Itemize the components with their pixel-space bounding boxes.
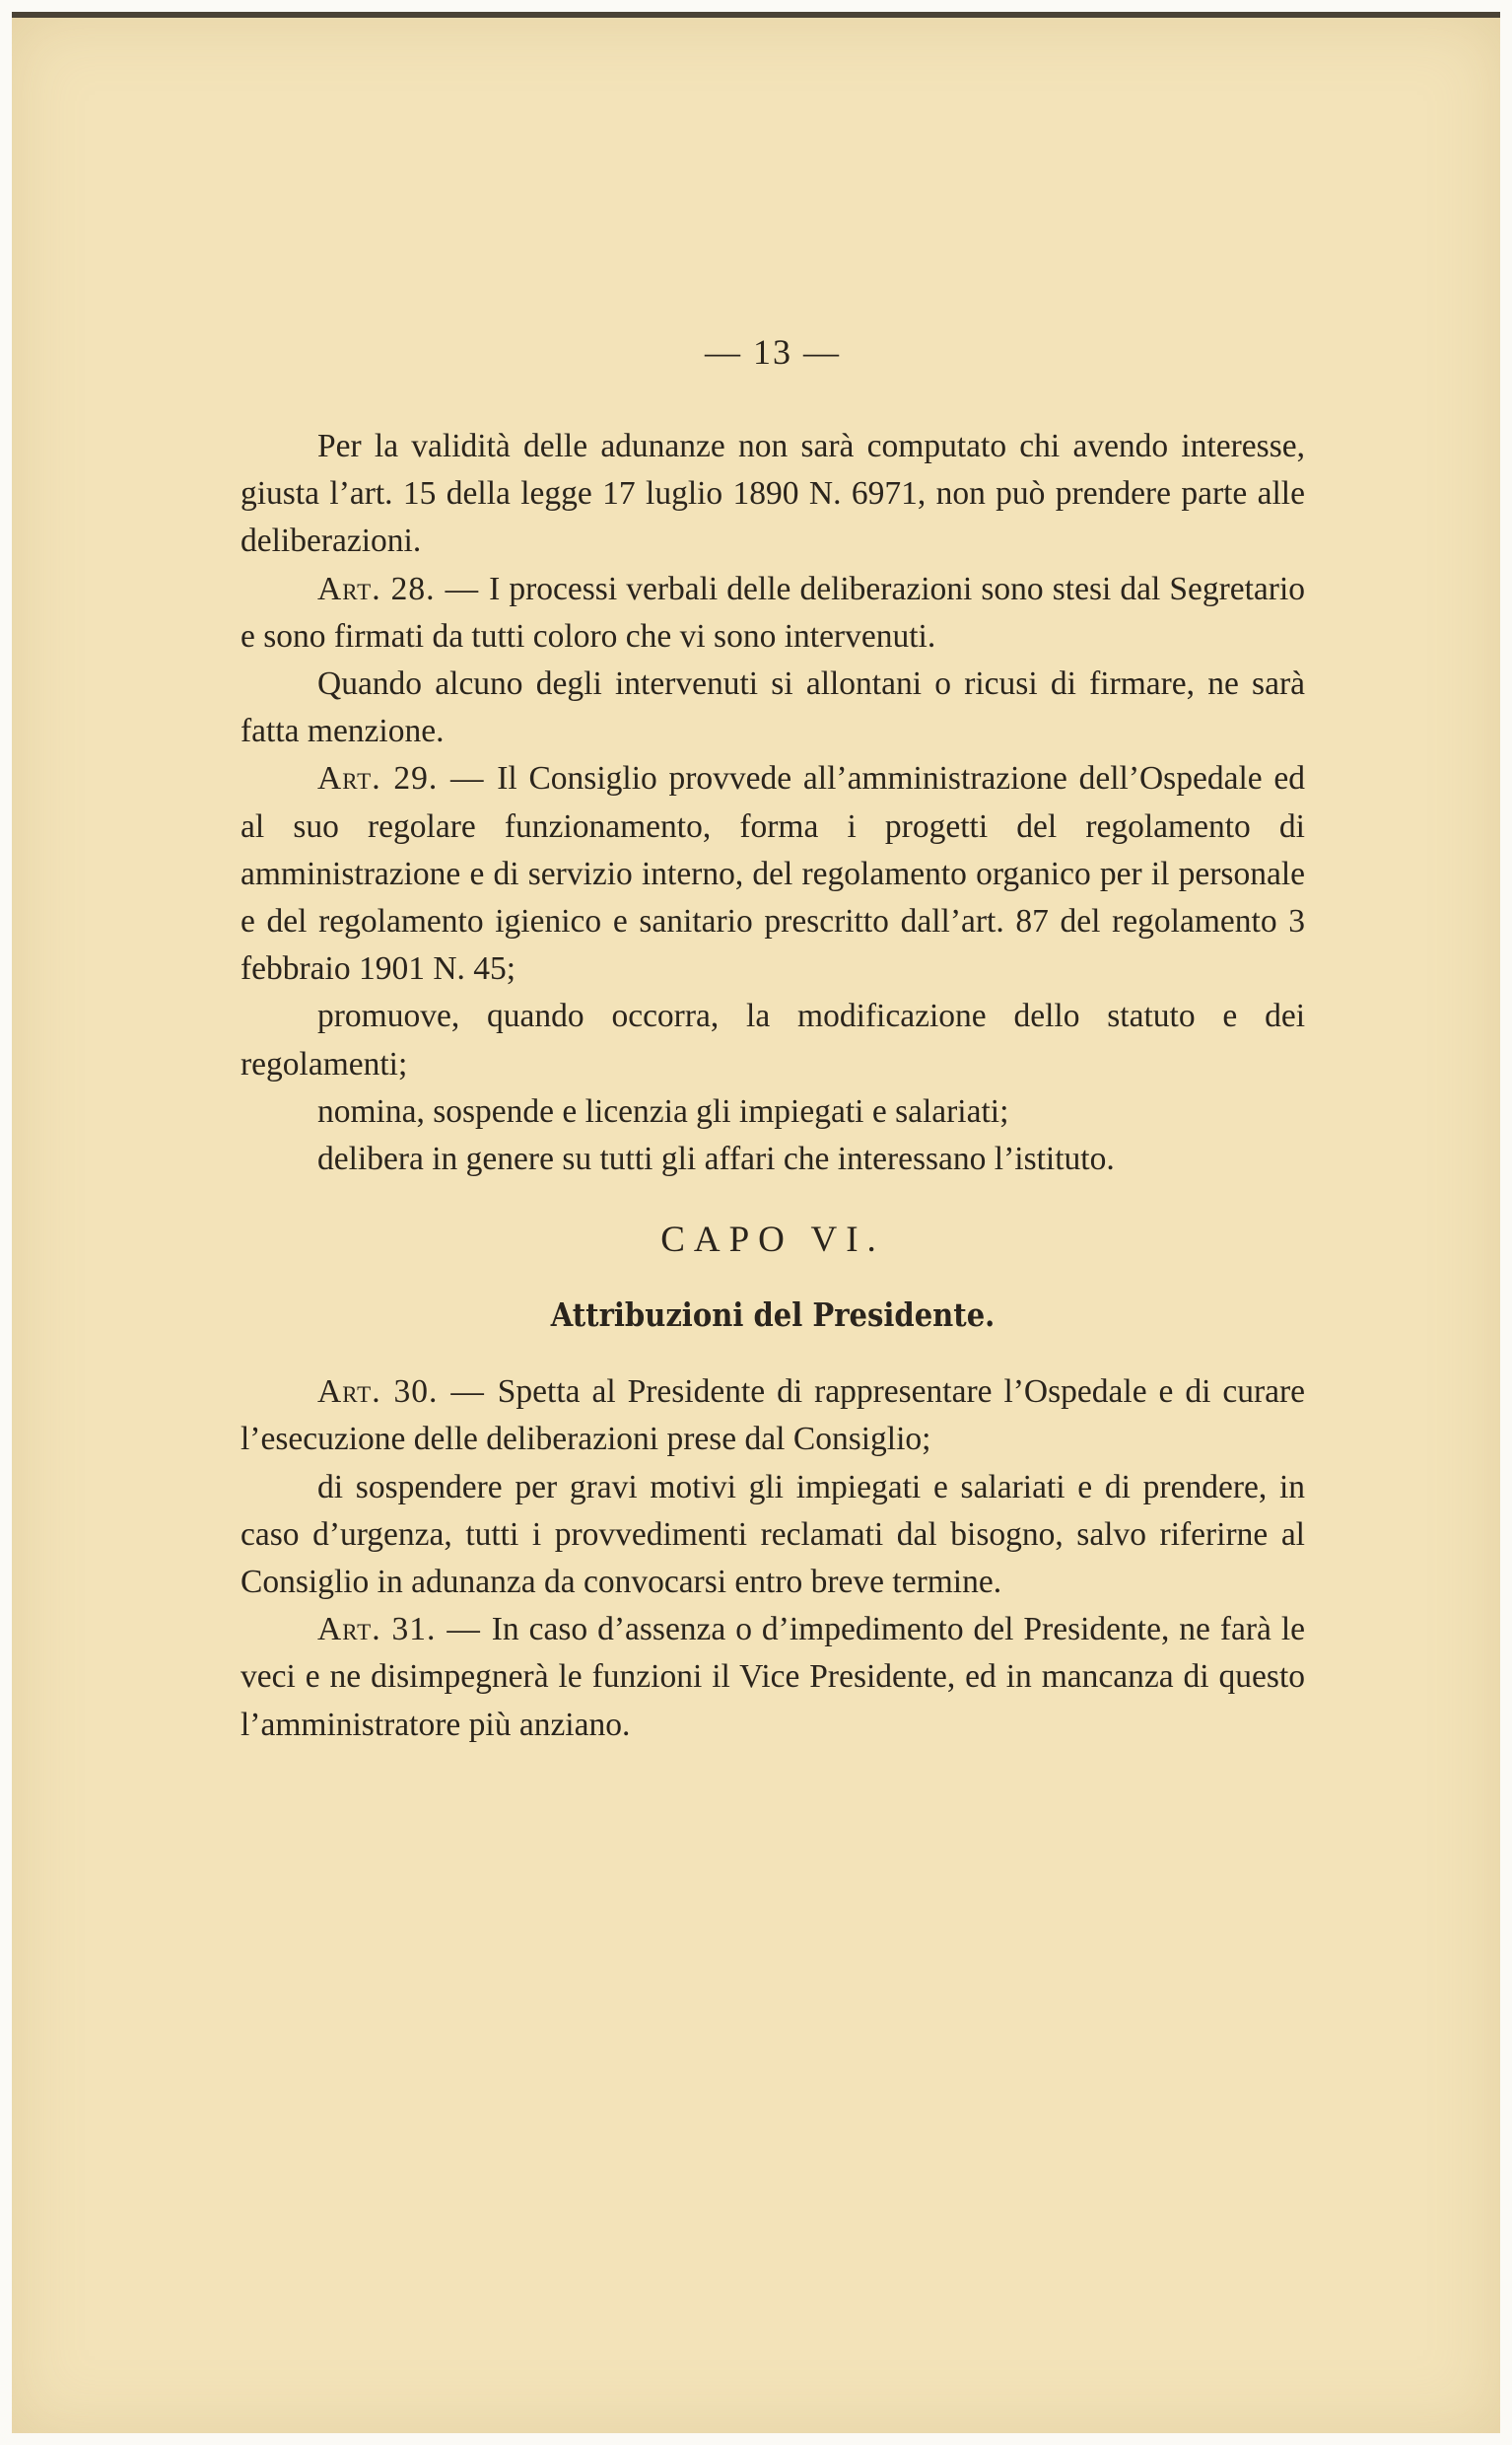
chapter-title: Attribuzioni del Presidente. <box>550 1295 996 1335</box>
article-label: Art. 29. — <box>317 760 498 798</box>
paragraph <box>241 1464 1305 1607</box>
paragraph <box>241 993 1305 1087</box>
paragraph-text: Spetta al Presidente di rappresentare l’Ospedale e di curare l’esecuzione delle deliberazioni prese dal Consiglio; <box>241 1373 1305 1458</box>
article-label: Art. 31. — <box>317 1611 492 1648</box>
paragraph-text: promuove, quando occorra, la modificazione dello statuto e dei regolamenti; <box>241 998 1305 1083</box>
paragraph <box>241 1606 1305 1749</box>
article-label: Art. 30. — <box>317 1373 498 1411</box>
section-before <box>241 423 1305 1183</box>
paragraph-text: In caso d’assenza o d’impedimento del Presidente, ne farà le veci e ne disimpegnerà le funzioni il Vice Presidente, ed in mancanza di questo l’amministratore più anziano. <box>241 1611 1305 1743</box>
paragraph-text: Per la validità delle adunanze non sarà computato chi avendo interesse, giusta l’art. 15 della legge 17 luglio 1890 N. 6971, non può prendere parte alle deliberazioni. <box>241 428 1305 560</box>
paragraph <box>241 755 1305 993</box>
paragraph-text: Il Consiglio provvede all’amministrazione dell’Ospedale ed al suo regolare funzionamento, forma i progetti del regolamento di amministrazione e di servizio interno, del regolamento organico per il personale e del regolamento igienico e sanitario prescritto dall’art. 87 del regolamento 3 febbraio 1901 N. 45; <box>241 760 1305 988</box>
paragraph-text: delibera in genere su tutti gli affari che interessano l’istituto. <box>317 1141 1115 1178</box>
paragraph-text: I processi verbali delle deliberazioni sono stesi dal Segretario e sono firmati da tutti coloro che vi sono intervenuti. <box>241 570 1306 655</box>
paragraph-text: di sospendere per gravi motivi gli impiegati e salariati e di prendere, in caso d’urgenza, tutti i provvedimenti reclamati dal bisogno, salvo riferirne al Consiglio in adunanza da convocarsi entro breve termine. <box>241 1468 1305 1601</box>
document-page <box>12 12 1500 2433</box>
paragraph-text: nomina, sospende e licenzia gli impiegati e salariati; <box>317 1092 1009 1130</box>
article-label: Art. 28. — <box>317 570 490 607</box>
paragraph <box>241 423 1305 566</box>
document-body <box>241 328 1305 1749</box>
section-after <box>241 1368 1305 1749</box>
page-number: — 13 — <box>705 332 841 372</box>
chapter-heading: CAPO VI. <box>660 1220 885 1261</box>
paragraph <box>241 661 1305 755</box>
paragraph-text: Quando alcuno degli intervenuti si allontani o ricusi di firmare, ne sarà fatta menzione. <box>241 665 1305 750</box>
paragraph <box>241 1368 1305 1463</box>
paragraph <box>241 1136 1305 1183</box>
paragraph <box>241 1088 1305 1136</box>
paragraph <box>241 566 1305 661</box>
